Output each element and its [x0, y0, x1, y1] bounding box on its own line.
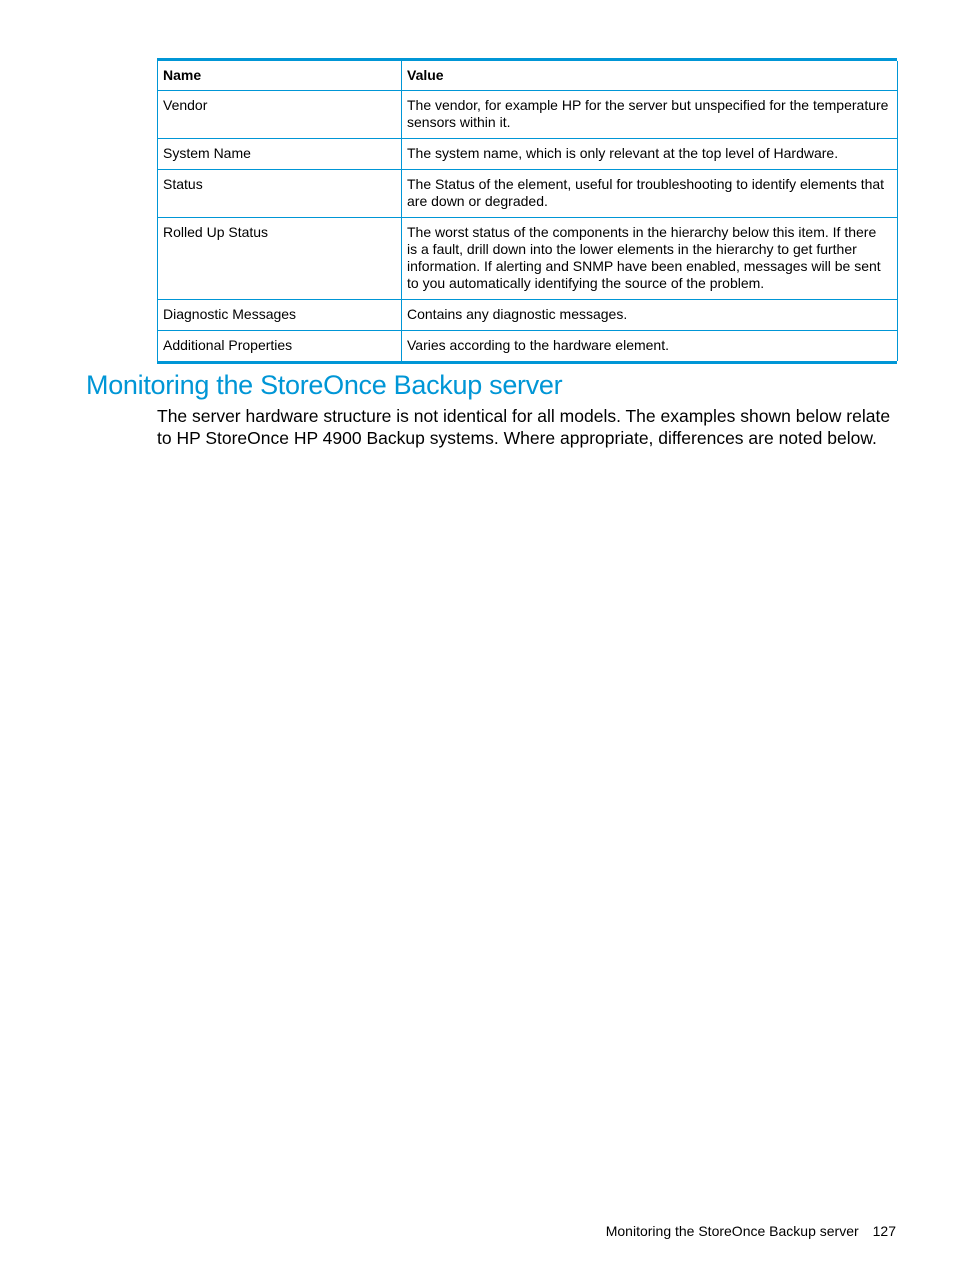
table-row [158, 300, 898, 331]
table-row [158, 91, 898, 139]
row-name-cell: Rolled Up Status [158, 218, 402, 300]
row-value-cell: The vendor, for example HP for the server but unspecified for the temperature sensors within it. [402, 91, 898, 139]
row-value-cell: Varies according to the hardware element. [402, 331, 898, 362]
row-value-cell: Contains any diagnostic messages. [402, 300, 898, 331]
table-row [158, 139, 898, 170]
row-name-cell: System Name [158, 139, 402, 170]
row-name-cell: Additional Properties [158, 331, 402, 362]
properties-table-container [157, 58, 897, 364]
page-number: 127 [872, 1223, 896, 1239]
column-header-value: Value [402, 61, 898, 91]
table-header-row [158, 61, 898, 91]
row-name-cell: Status [158, 170, 402, 218]
row-value-cell: The worst status of the components in the hierarchy below this item. If there is a fault, drill down into the lower elements in the hierarchy to get further information. If alerting and SNMP have been enabled, messages will be sent to you automatically identifying the source of the problem. [402, 218, 898, 300]
section-body-paragraph: The server hardware structure is not identical for all models. The examples shown below relate to HP StoreOnce HP 4900 Backup systems. Where appropriate, differences are noted below. [157, 406, 891, 448]
table-row [158, 218, 898, 300]
table-row [158, 331, 898, 362]
row-value-cell: The system name, which is only relevant at the top level of Hardware. [402, 139, 898, 170]
row-name-cell: Vendor [158, 91, 402, 139]
page-footer [606, 1222, 896, 1240]
section-heading: Monitoring the StoreOnce Backup server [86, 370, 563, 400]
properties-table [157, 61, 898, 361]
footer-section-name: Monitoring the StoreOnce Backup server [605, 1223, 859, 1239]
row-value-cell: The Status of the element, useful for troubleshooting to identify elements that are down or degraded. [402, 170, 898, 218]
table-row [158, 170, 898, 218]
row-name-cell: Diagnostic Messages [158, 300, 402, 331]
column-header-name: Name [158, 61, 402, 91]
